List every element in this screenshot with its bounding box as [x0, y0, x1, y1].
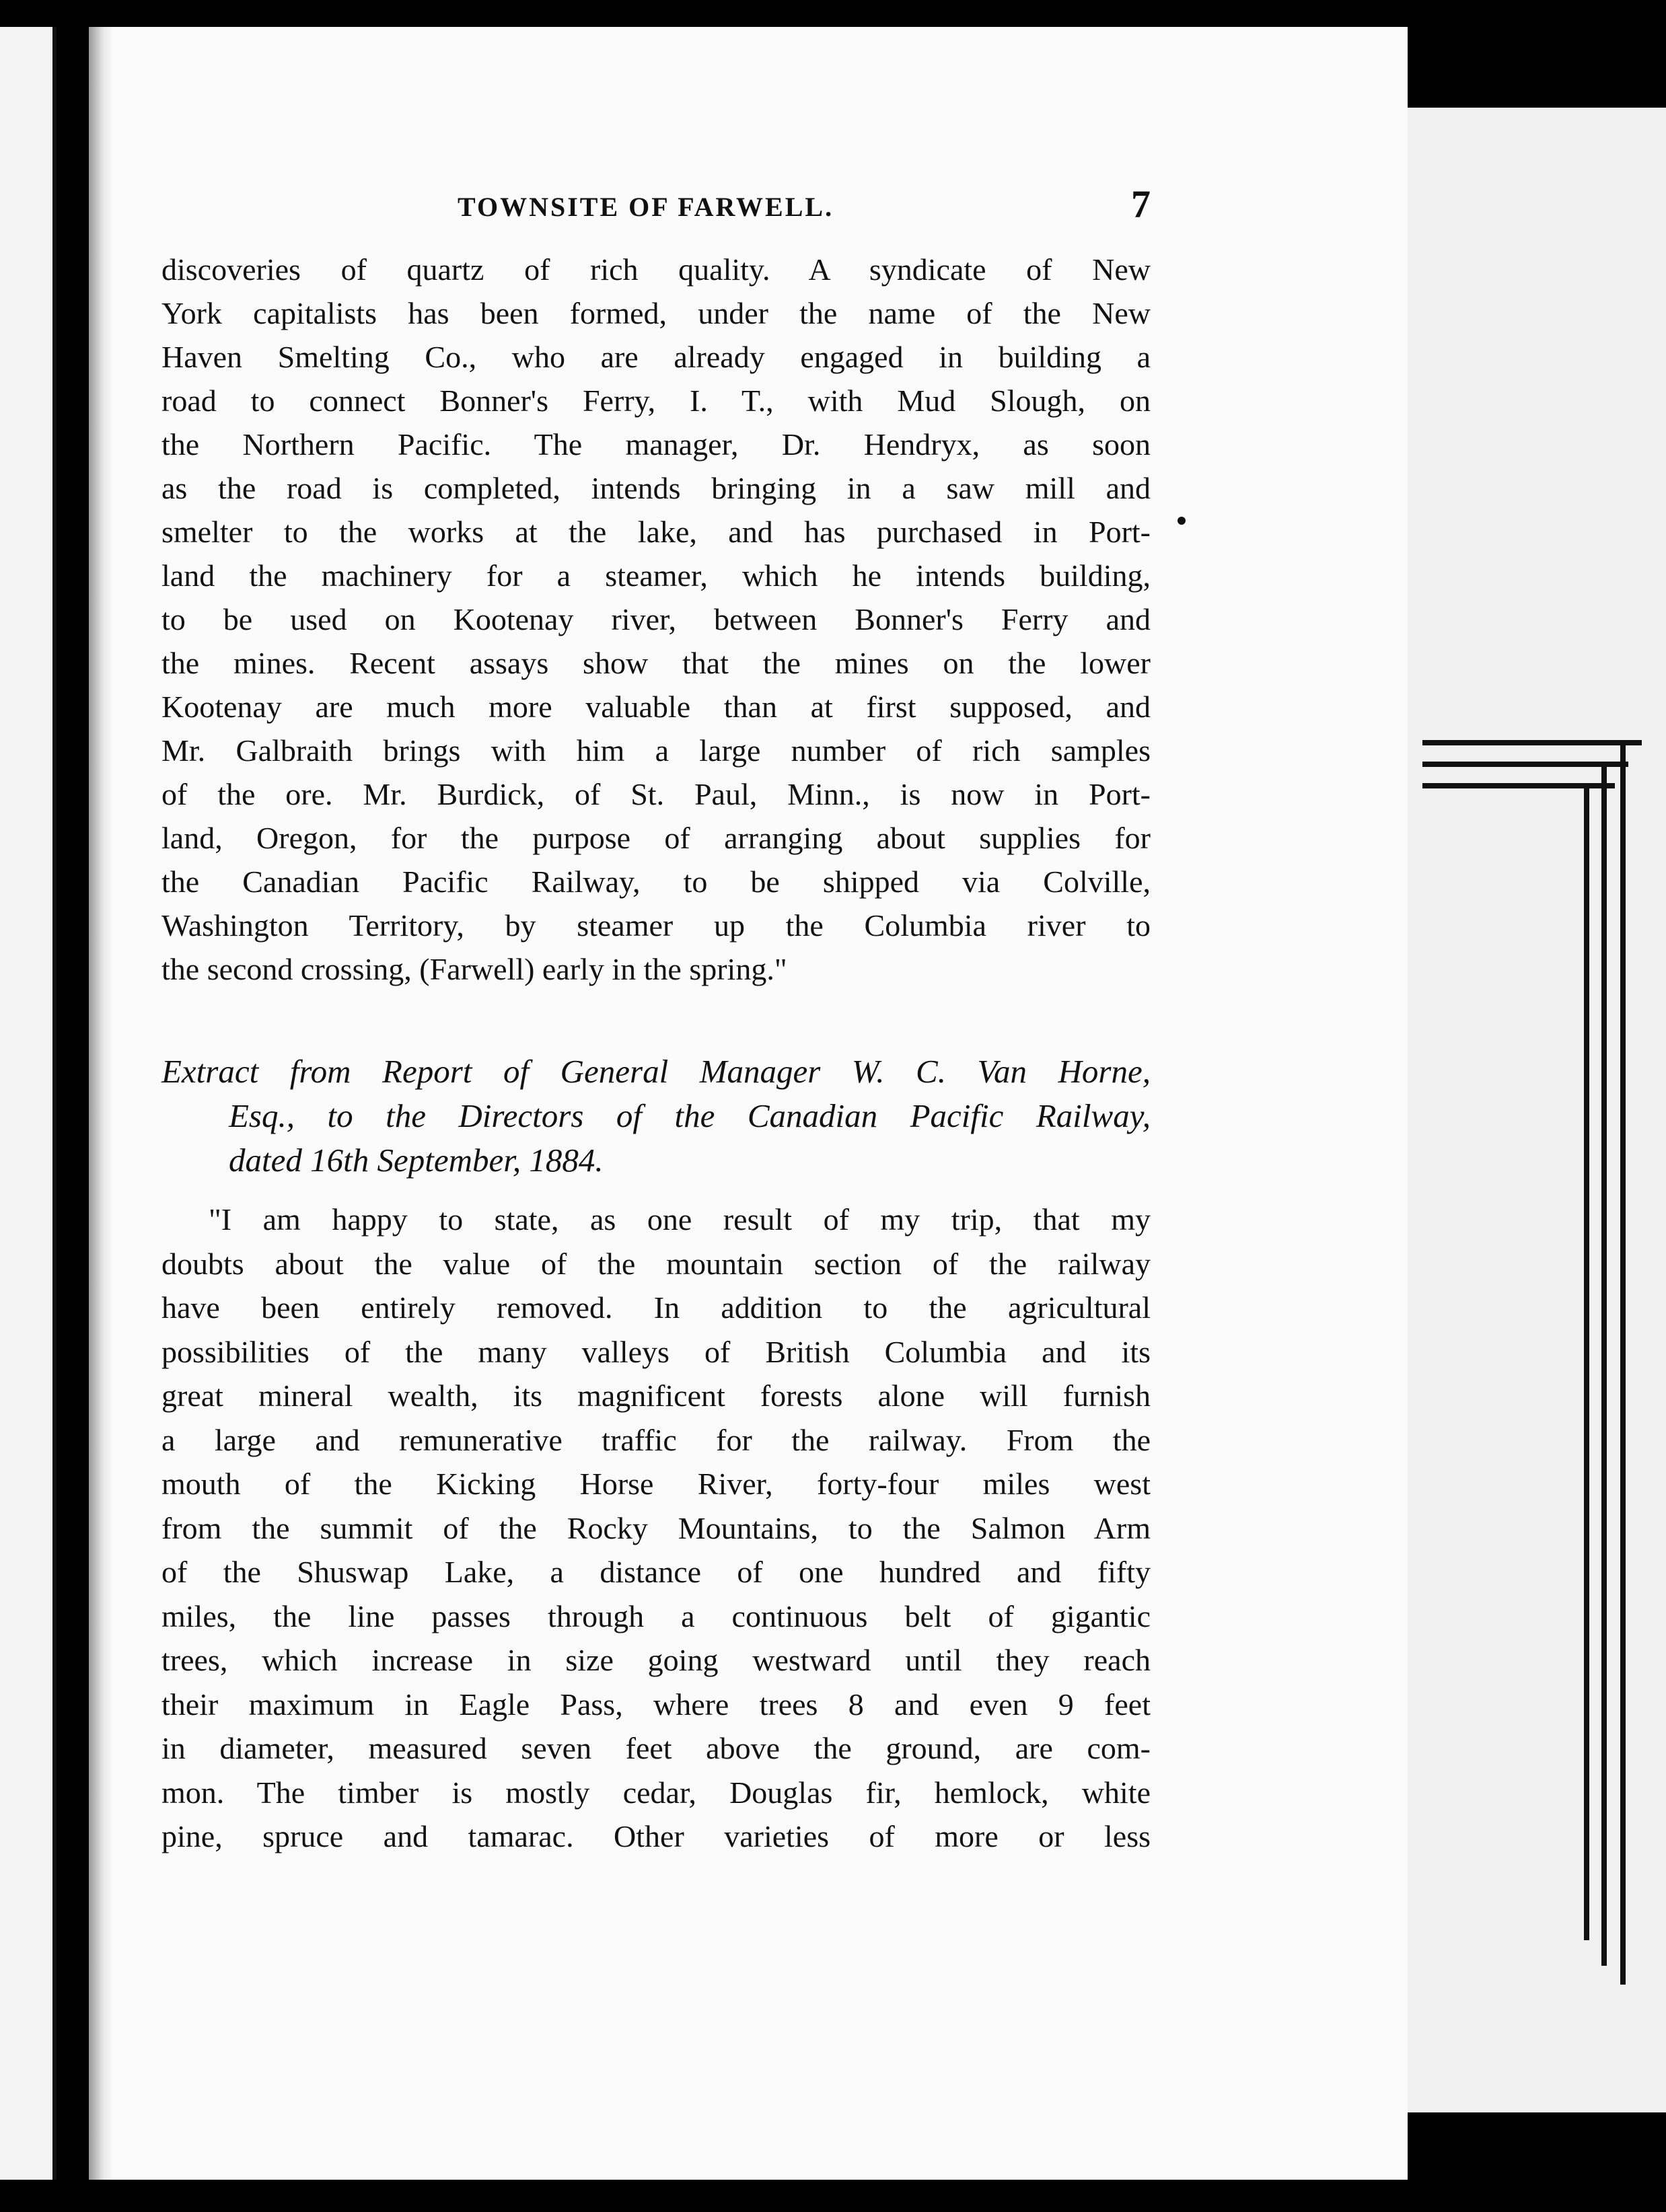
heading-line: Esq., to the Directors of the Canadian Pacific Railway, [229, 1097, 1151, 1134]
text-line: as the road is completed, intends bringing in a saw mill and [161, 471, 1151, 505]
text-line: pine, spruce and tamarac. Other varieties of more or less [161, 1819, 1151, 1853]
text-line: smelter to the works at the lake, and has purchased in Port- [161, 515, 1151, 549]
text-line: possibilities of the many valleys of British Columbia and its [161, 1334, 1151, 1369]
facing-page-edge [0, 27, 57, 2180]
text-line: land the machinery for a steamer, which he intends building, [161, 558, 1151, 593]
page-rule-vertical [1601, 762, 1607, 1966]
page-number: 7 [1131, 182, 1151, 226]
text-line: York capitalists has been formed, under the name of the New [161, 296, 1151, 330]
text-line: Mr. Galbraith brings with him a large number of rich samples [161, 733, 1151, 768]
text-line: doubts about the value of the mountain section of the railway [161, 1246, 1151, 1281]
heading-line: dated 16th September, 1884. [229, 1142, 604, 1179]
text-line: the Canadian Pacific Railway, to be shipped via Colville, [161, 864, 1151, 899]
text-line: mouth of the Kicking Horse River, forty-four miles west [161, 1467, 1151, 1501]
spine-shadow [89, 27, 113, 2180]
text-line: mon. The timber is mostly cedar, Douglas fir, hemlock, white [161, 1775, 1151, 1810]
text-line: their maximum in Eagle Pass, where trees 8 and even 9 feet [161, 1687, 1151, 1722]
ink-speck [1178, 517, 1186, 525]
text-line: the mines. Recent assays show that the mines on the lower [161, 646, 1151, 680]
text-line: Haven Smelting Co., who are already engaged in building a [161, 340, 1151, 374]
text-line: the Northern Pacific. The manager, Dr. Hendryx, as soon [161, 427, 1151, 462]
page-rule [1422, 762, 1628, 767]
paragraph-continued [161, 248, 1151, 991]
text-line: have been entirely removed. In addition to the agricultural [161, 1290, 1151, 1325]
text-line: to be used on Kootenay river, between Bonner's Ferry and [161, 602, 1151, 636]
text-line: of the ore. Mr. Burdick, of St. Paul, Minn., is now in Port- [161, 777, 1151, 811]
underlying-pages [1379, 108, 1666, 2112]
text-line: Washington Territory, by steamer up the Columbia river to [161, 908, 1151, 943]
text-line: a large and remunerative traffic for the railway. From the [161, 1422, 1151, 1457]
text-line: miles, the line passes through a continuous belt of gigantic [161, 1598, 1151, 1633]
text-line: from the summit of the Rocky Mountains, to the Salmon Arm [161, 1510, 1151, 1545]
extract-heading [161, 1049, 1151, 1183]
page-rule [1422, 740, 1642, 745]
text-line: land, Oregon, for the purpose of arranging about supplies for [161, 821, 1151, 855]
text-line: discoveries of quartz of rich quality. A syndicate of New [161, 252, 1151, 287]
text-line: of the Shuswap Lake, a distance of one hundred and fifty [161, 1555, 1151, 1589]
running-title: TOWNSITE OF FARWELL. [458, 192, 834, 222]
text-line: in diameter, measured seven feet above the ground, are com- [161, 1731, 1151, 1765]
text-line: trees, which increase in size going westward until they reach [161, 1643, 1151, 1677]
heading-line: Extract from Report of General Manager W. C. Van Horne, [161, 1053, 1151, 1090]
text-line: the second crossing, (Farwell) early in the spring." [161, 952, 787, 986]
page-header [168, 182, 1151, 229]
text-line: great mineral wealth, its magnificent forests alone will furnish [161, 1378, 1151, 1413]
quoted-report [161, 1197, 1151, 1859]
text-line: road to connect Bonner's Ferry, I. T., with Mud Slough, on [161, 383, 1151, 418]
text-line: Kootenay are much more valuable than at first supposed, and [161, 690, 1151, 724]
page-rule-vertical [1584, 783, 1589, 1940]
text-line: "I am happy to state, as one result of my trip, that my [209, 1202, 1151, 1237]
page-rule-vertical [1620, 740, 1626, 1985]
